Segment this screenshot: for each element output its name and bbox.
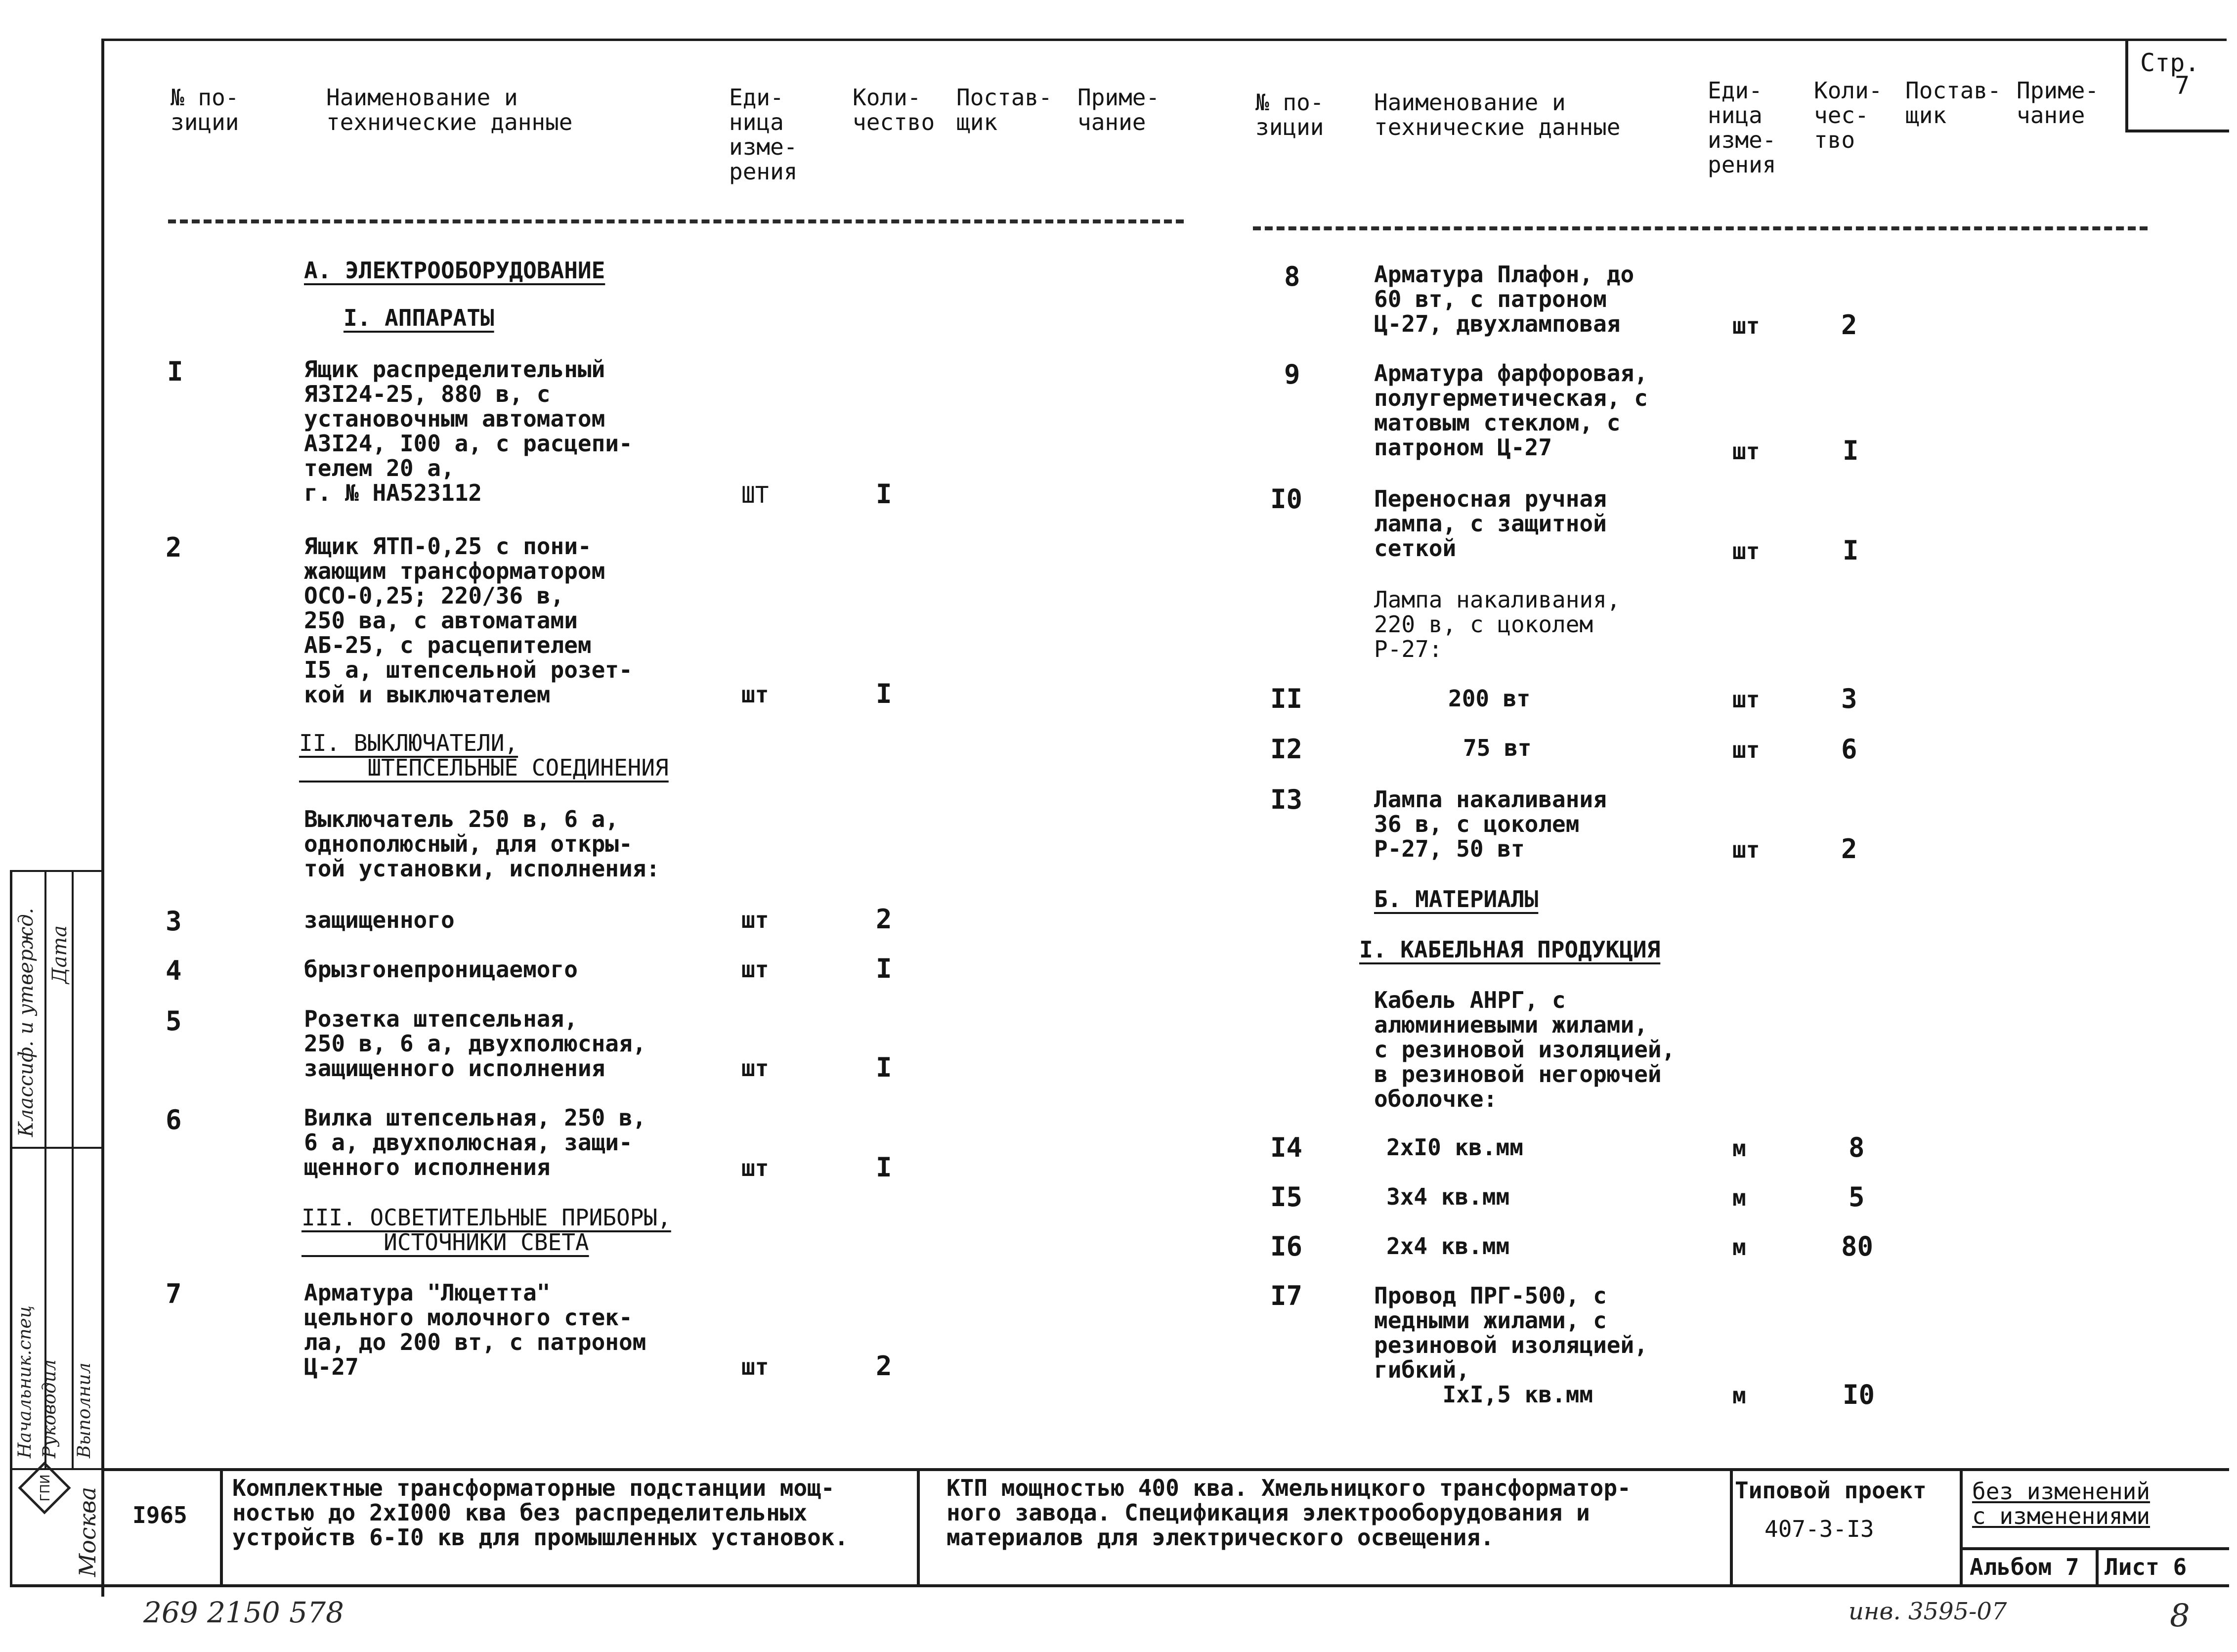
row-qty: 2: [1841, 309, 1857, 341]
page-box-left: [2125, 40, 2128, 131]
header-supplier: Постав- щик: [1905, 77, 2001, 129]
row-name: Розетка штепсельная, 250 в, 6 а, двухполюсная, защищенного исполнения: [304, 1005, 646, 1082]
header-name: Наименование и технические данные: [1374, 89, 1621, 140]
row-pos: 4: [166, 955, 182, 986]
title-block-divider: [2096, 1547, 2099, 1586]
changes-none: без изменений: [1972, 1478, 2151, 1505]
row-unit: шт: [741, 681, 769, 708]
title-block-divider: [1960, 1468, 1963, 1586]
row-name: 2х4 кв.мм: [1386, 1233, 1510, 1260]
header-name: Наименование и технические данные: [326, 84, 573, 135]
frame-top-border: [101, 39, 2227, 41]
row-qty: I: [876, 1052, 892, 1083]
row-unit: шт: [741, 1353, 769, 1380]
album-number: Альбом 7: [1970, 1554, 2079, 1580]
project-number: 407-3-I3: [1764, 1516, 1874, 1542]
stamp-date-label: Дата: [48, 925, 71, 984]
header-supplier: Постав- щик: [956, 84, 1052, 135]
row-unit: шт: [1732, 312, 1760, 339]
row-name: Лампа накаливания 36 в, с цоколем Р-27, 50 вт: [1374, 786, 1607, 862]
row-pos: II: [1270, 683, 1303, 714]
section-cable-products: I. КАБЕЛЬНАЯ ПРОДУКЦИЯ: [1359, 936, 1661, 963]
stamp-role: Выполнил: [74, 1362, 94, 1458]
frame-bottom-border: [10, 1584, 2229, 1587]
row-pos: I: [167, 356, 183, 387]
switch-intro: Выключатель 250 в, 6 а, однополюсный, для откры- той установки, исполнения:: [304, 806, 660, 882]
header-pos: № по- зиции: [1255, 89, 1324, 140]
row-name: 200 вт: [1448, 685, 1531, 712]
stamp-border: [72, 870, 74, 1468]
row-unit: шт: [741, 907, 769, 933]
row-pos: 7: [166, 1278, 182, 1309]
title-block-divider: [220, 1468, 223, 1586]
title-block-divider: [1960, 1547, 2229, 1550]
row-pos: I7: [1270, 1280, 1303, 1311]
page-number: 7: [2175, 71, 2190, 100]
title-block-divider: [1730, 1468, 1733, 1586]
header-note: Приме- чание: [1077, 84, 1160, 135]
row-pos: I6: [1270, 1231, 1303, 1262]
section-apparatus: I. АППАРАТЫ: [344, 304, 494, 331]
row-name: Ящик распределительный Я3I24-25, 880 в, с установочным автоматом А3I24, I00 а, с расцепи- телем 20 а, г. № НА52З112: [304, 356, 633, 506]
section-materials: Б. МАТЕРИАЛЫ: [1374, 886, 1539, 913]
row-qty: 2: [1841, 833, 1857, 865]
stamp-role: Начальник.спец: [15, 1305, 35, 1458]
project-label: Типовой проект: [1735, 1477, 1927, 1504]
row-unit: шт: [1732, 737, 1760, 763]
row-unit: шт: [1732, 836, 1760, 863]
row-qty: I0: [1843, 1379, 1875, 1410]
row-name: Ящик ЯТП-0,25 с пони- жающим трансформатором ОСО-0,25; 220/36 в, 250 ва, с автоматами АБ-25, с расцепителем I5 а, штепсельной розет- кой и выключателем: [304, 533, 633, 708]
row-pos: I0: [1270, 483, 1303, 515]
row-pos: 6: [166, 1104, 182, 1135]
row-name: 3х4 кв.мм: [1386, 1183, 1510, 1210]
page-label: Стр.: [2140, 48, 2200, 77]
stamp-border: [10, 1147, 104, 1149]
row-name: брызгонепроницаемого: [304, 956, 578, 983]
section-electrical-equipment: А. ЭЛЕКТРООБОРУДОВАНИЕ: [304, 257, 605, 284]
stamp-border: [10, 870, 12, 1587]
title-description-specific: КТП мощностью 400 ква. Хмельницкого трансформатор- ного завода. Спецификация электрооборудования и материалов для электрического освещения.: [946, 1475, 1631, 1551]
row-qty: I: [876, 953, 892, 984]
row-qty: 6: [1841, 734, 1857, 765]
header-qty: Коли- чес- тво: [1814, 77, 1883, 153]
row-pos: I5: [1270, 1181, 1303, 1213]
row-qty: 2: [876, 904, 892, 935]
row-unit: шт: [1732, 686, 1760, 713]
row-pos: 3: [166, 906, 182, 937]
stamp-role: Руководил: [40, 1359, 60, 1458]
section-lighting: III. ОСВЕТИТЕЛЬНЫЕ ПРИБОРЫ, ИСТОЧНИКИ СВЕТА: [301, 1204, 671, 1256]
row-name: защищенного: [304, 907, 455, 933]
sheet-number: Лист 6: [2105, 1554, 2187, 1580]
row-unit: м: [1732, 1234, 1746, 1261]
row-qty: I: [1843, 435, 1859, 466]
row-unit: шт: [741, 956, 769, 983]
title-block-top: [101, 1468, 2229, 1471]
footer-mark-corner: 8: [2170, 1598, 2190, 1634]
row-unit: м: [1732, 1184, 1746, 1211]
row-pos: 2: [166, 532, 182, 563]
row-qty: I: [876, 678, 892, 709]
row-pos: 9: [1284, 359, 1300, 390]
row-pos: 5: [166, 1005, 182, 1037]
stamp-header: Классиф. и утвержд.: [15, 908, 38, 1137]
row-unit: шт: [1732, 438, 1760, 465]
footer-mark-right: инв. 3595-07: [1849, 1598, 2007, 1625]
title-year: I965: [132, 1502, 187, 1528]
footer-mark-left: 269 2150 578: [143, 1596, 344, 1629]
row-name: 2хI0 кв.мм: [1386, 1134, 1523, 1161]
row-qty: 80: [1841, 1231, 1874, 1262]
row-name: Арматура Плафон, до 60 вт, с патроном Ц-27, двухламповая: [1374, 261, 1635, 337]
header-qty: Коли- чество: [853, 84, 935, 135]
header-note: Приме- чание: [2017, 77, 2099, 129]
frame-left-border: [101, 40, 104, 1597]
row-name: Провод ПРГ-500, с медными жилами, с резиновой изоляцией, гибкий, IхI,5 кв.мм: [1374, 1282, 1648, 1408]
row-qty: I: [876, 1152, 892, 1183]
page-box-bottom: [2125, 130, 2229, 132]
row-qty: 3: [1841, 683, 1857, 714]
row-unit: м: [1732, 1382, 1746, 1409]
title-description-general: Комплектные трансформаторные подстанции мощ- ностью до 2хI000 ква без распределительных устройств 6-I0 кв для промышленных установок.: [232, 1475, 849, 1551]
row-pos: I4: [1270, 1132, 1303, 1163]
row-pos: 8: [1284, 261, 1300, 292]
stamp-border: [10, 870, 104, 872]
institute-logo: [15, 1458, 74, 1577]
row-qty: I: [1843, 535, 1859, 566]
row-qty: I: [876, 478, 892, 510]
header-divider-right: [1253, 226, 2148, 230]
changes-with: с изменениями: [1972, 1503, 2151, 1529]
row-name: Арматура "Люцетта" цельного молочного стек- ла, до 200 вт, с патроном Ц-27: [304, 1279, 646, 1380]
row-qty: 2: [876, 1350, 892, 1382]
header-pos: № по- зиции: [171, 84, 239, 135]
row-unit: ШТ: [741, 481, 769, 508]
row-name: Вилка штепсельная, 250 в, 6 а, двухполюсная, защи- щенного исполнения: [304, 1104, 646, 1180]
cable-intro: Кабель АНРГ, с алюминиевыми жилами, с резиновой изоляцией, в резиновой негорючей оболочке:: [1374, 987, 1676, 1112]
header-unit: Еди- ница изме- рения: [1708, 77, 1776, 178]
title-block-divider: [917, 1468, 920, 1586]
header-unit: Еди- ница изме- рения: [729, 84, 798, 185]
section-switches: II. ВЫКЛЮЧАТЕЛИ, ШТЕПСЕЛЬНЫЕ СОЕДИНЕНИЯ: [299, 730, 669, 781]
row-name: 75 вт: [1463, 735, 1532, 761]
row-unit: м: [1732, 1135, 1746, 1162]
row-unit: шт: [741, 1055, 769, 1082]
row-name: Переносная ручная лампа, с защитной сеткой: [1374, 485, 1607, 562]
row-qty: 8: [1849, 1132, 1865, 1163]
svg-text:ГПИ: ГПИ: [38, 1474, 53, 1502]
row-qty: 5: [1849, 1181, 1865, 1213]
row-unit: шт: [741, 1155, 769, 1181]
header-divider-left: [168, 219, 1184, 223]
row-pos: I2: [1270, 734, 1303, 765]
row-pos: I3: [1270, 784, 1303, 815]
stamp-city: Москва: [74, 1486, 101, 1577]
row-name: Арматура фарфоровая, полугерметическая, с матовым стеклом, с патроном Ц-27: [1374, 360, 1648, 461]
row-unit: шт: [1732, 538, 1760, 565]
lamp-intro: Лампа накаливания, 220 в, с цоколем Р-27:: [1374, 586, 1621, 662]
